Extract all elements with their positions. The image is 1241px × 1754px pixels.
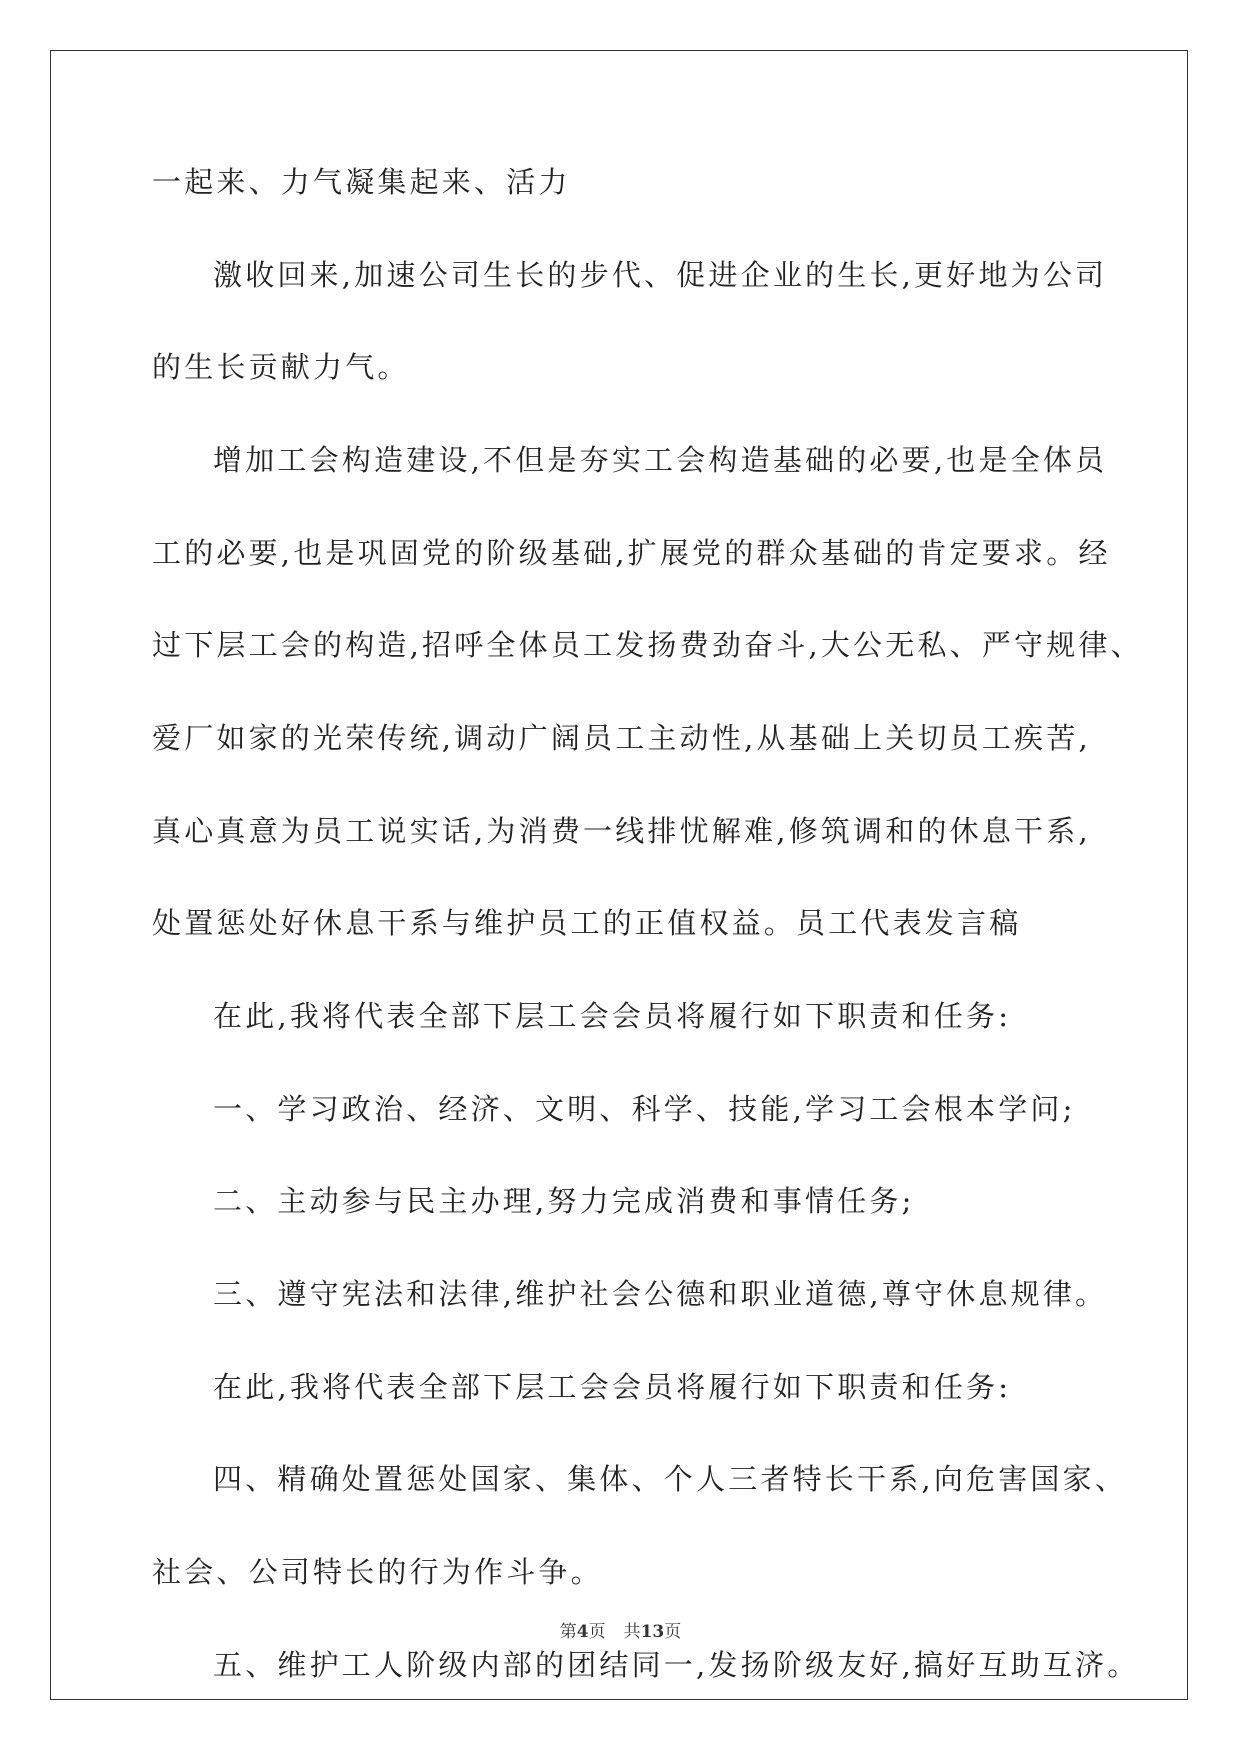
text-line: 社会、公司特长的行为作斗争。 — [152, 1555, 603, 1589]
text-line: 在此,我将代表全部下层工会会员将履行如下职责和任务: — [213, 999, 1012, 1033]
text-line: 四、精确处置惩处国家、集体、个人三者特长干系,向危害国家、 — [213, 1462, 1128, 1496]
page-border — [50, 50, 1188, 1700]
text-line: 过下层工会的构造,招呼全体员工发扬费劲奋斗,大公无私、严守规律、 — [152, 628, 1143, 662]
page-prefix: 第 — [559, 1622, 577, 1642]
text-line: 激收回来,加速公司生长的步代、促进企业的生长,更好地为公司 — [213, 258, 1108, 292]
total-suffix: 页 — [664, 1622, 682, 1642]
text-line: 的生长贡献力气。 — [152, 350, 410, 384]
page-suffix: 页 — [588, 1622, 606, 1642]
text-line: 五、维护工人阶级内部的团结同一,发扬阶级友好,搞好互助互济。 — [213, 1648, 1140, 1682]
text-line: 在此,我将代表全部下层工会会员将履行如下职责和任务: — [213, 1370, 1012, 1404]
total-pages: 13 — [640, 1622, 665, 1642]
page-number: 4 — [576, 1622, 589, 1642]
text-line: 三、遵守宪法和法律,维护社会公德和职业道德,尊守休息规律。 — [213, 1277, 1108, 1311]
text-line: 一、学习政治、经济、文明、科学、技能,学习工会根本学问; — [213, 1092, 1076, 1126]
text-line: 增加工会构造建设,不但是夯实工会构造基础的必要,也是全体员 — [213, 443, 1108, 477]
total-prefix: 共 — [623, 1622, 641, 1642]
text-line: 一起来、力气凝集起来、活力 — [152, 165, 571, 199]
text-line: 真心真意为员工说实话,为消费一线排忧解难,修筑调和的休息干系, — [152, 814, 1091, 848]
text-line: 二、主动参与民主办理,努力完成消费和事情任务; — [213, 1184, 915, 1218]
text-line: 工的必要,也是巩固党的阶级基础,扩展党的群众基础的肯定要求。经 — [152, 536, 1111, 570]
text-line: 处置惩处好休息干系与维护员工的正值权益。员工代表发言稿 — [152, 906, 1022, 940]
page-footer — [0, 1617, 1241, 1642]
text-line: 爱厂如家的光荣传统,调动广阔员工主动性,从基础上关切员工疾苦, — [152, 721, 1091, 755]
